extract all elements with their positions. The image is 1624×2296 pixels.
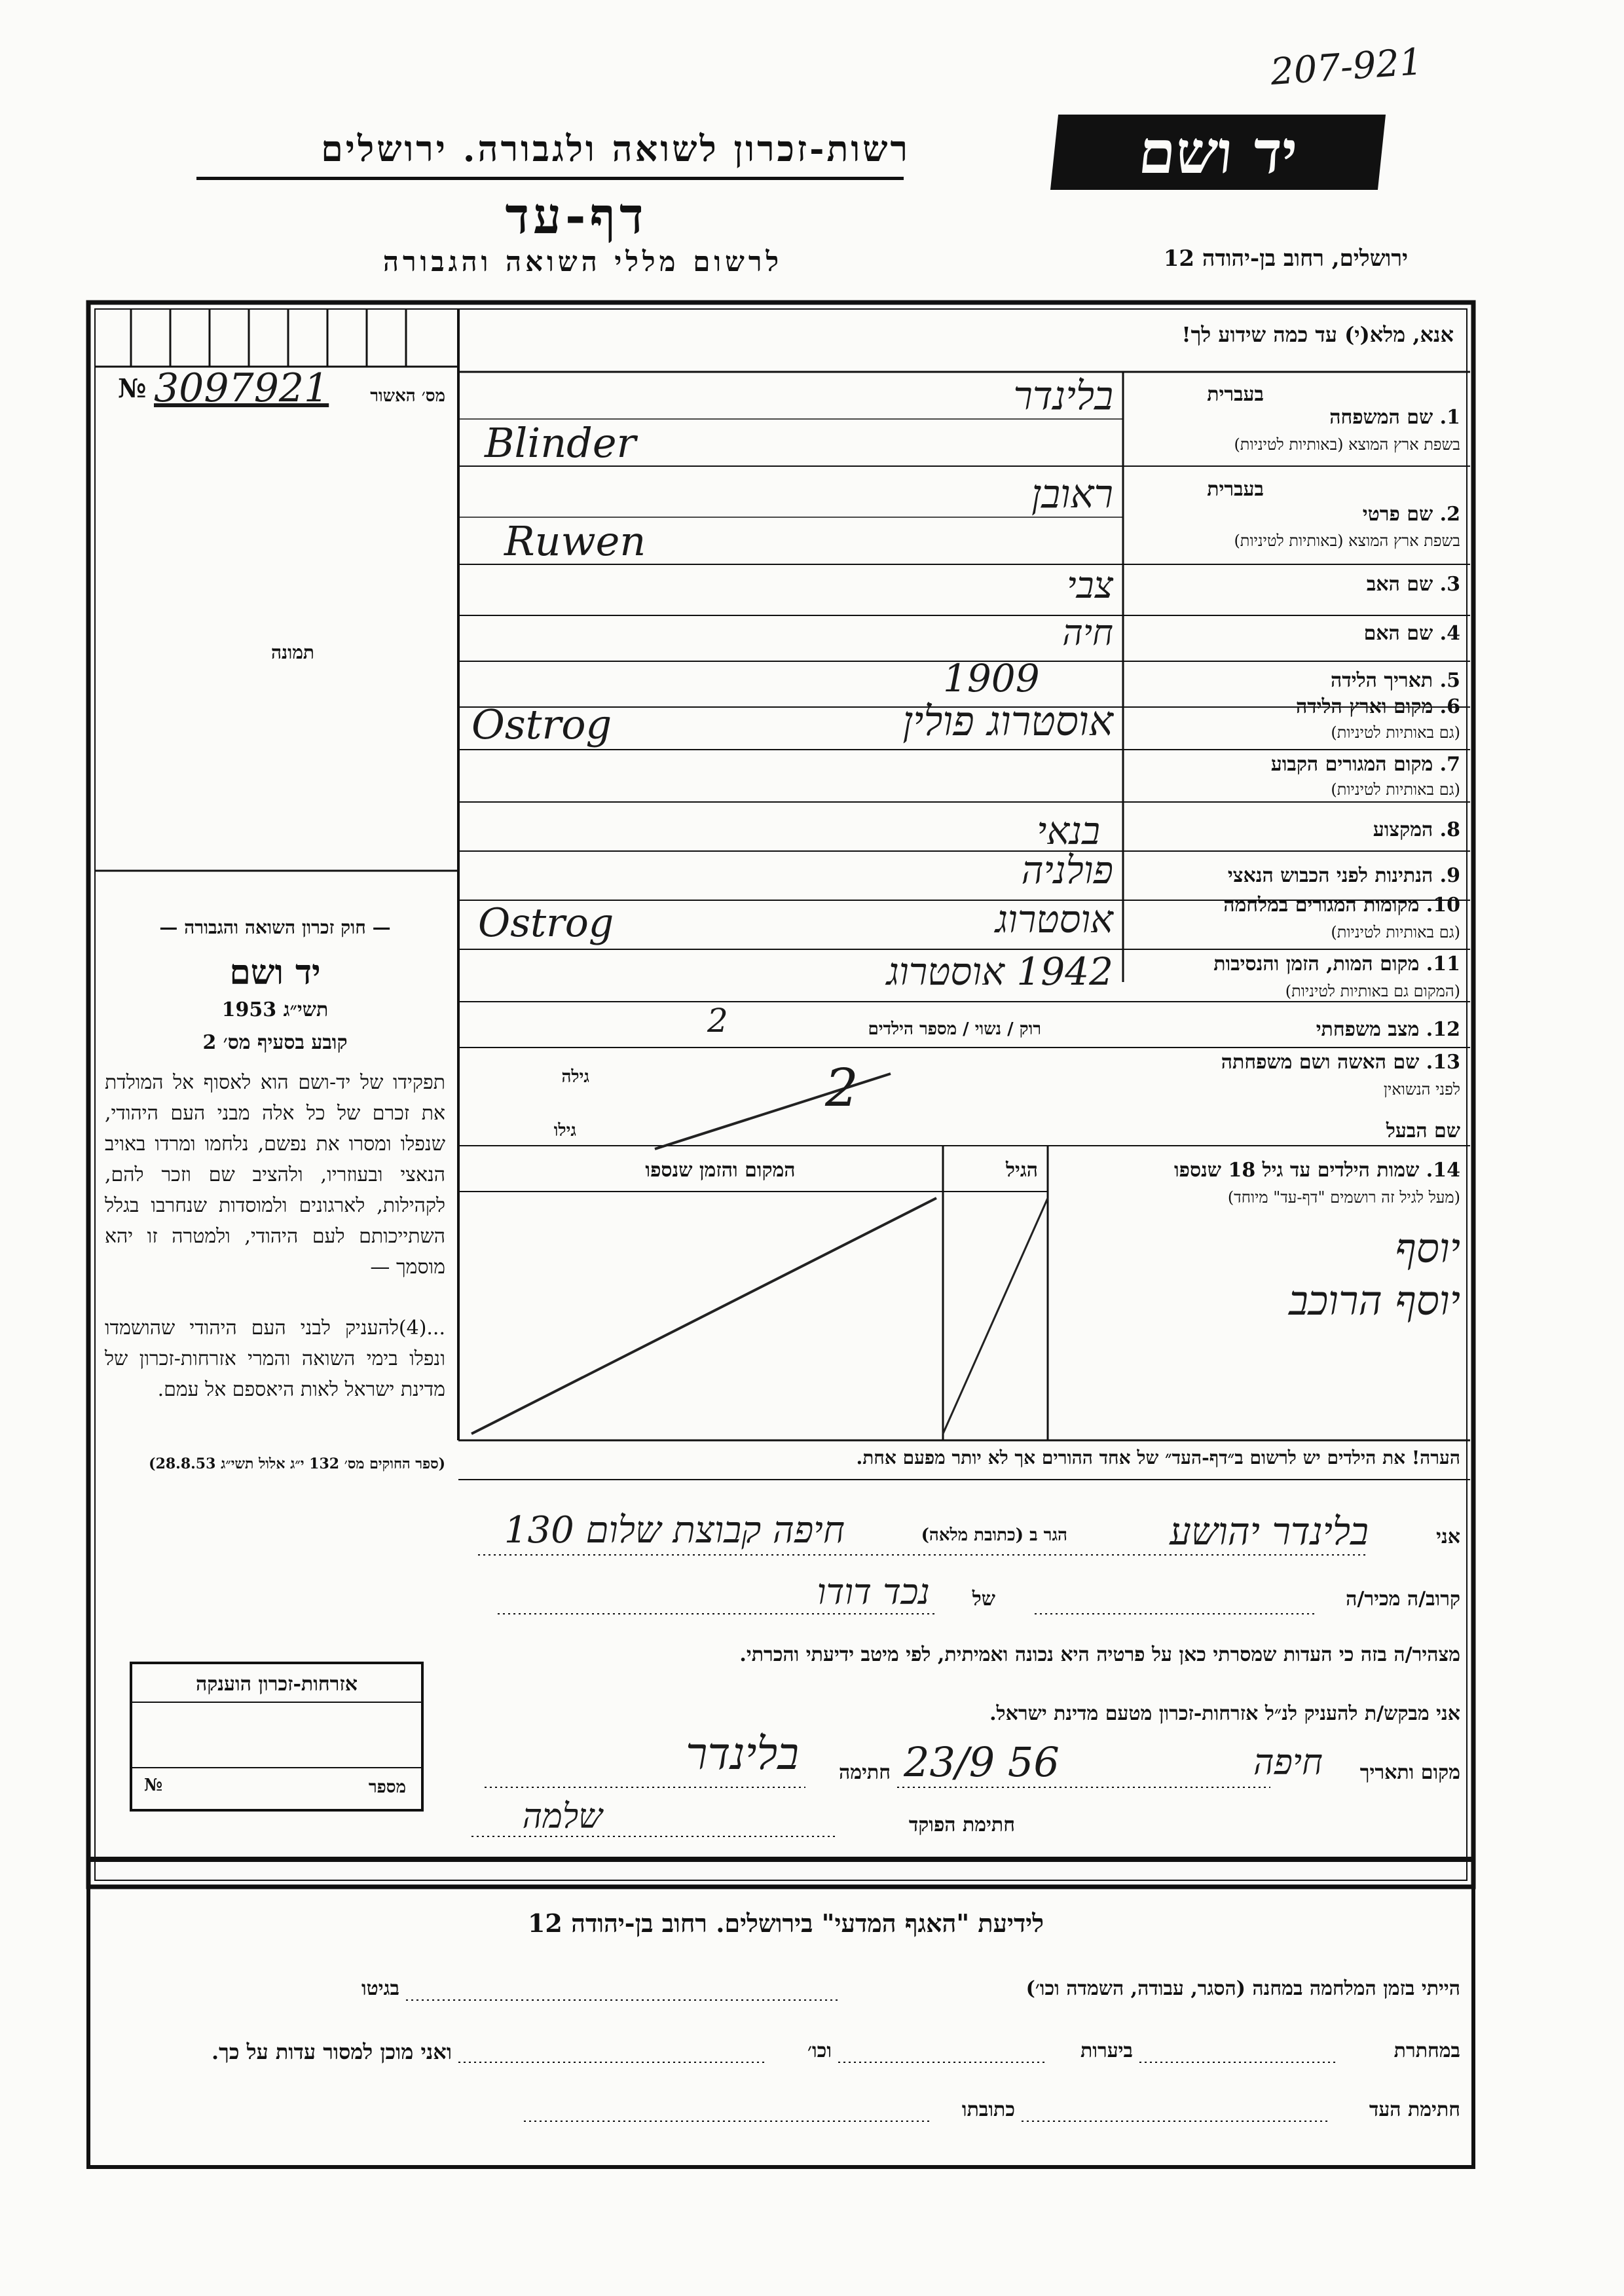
field-10-value: אוסטרוג [995, 897, 1113, 941]
field-8-label: 8. המקצוע [1373, 818, 1460, 841]
footer-address-label: כתובתו [961, 2098, 1015, 2121]
field-1-latin-value: Blinder [485, 419, 637, 467]
doc-title: דף-עד [505, 187, 648, 245]
field-13-sub: לפני הנשואין [1383, 1080, 1460, 1099]
officer-signature-value: שלמה [522, 1797, 602, 1836]
field-2-latin-value: Ruwen [504, 517, 646, 565]
field-5-label: 5. תאריך הלידה [1331, 669, 1460, 692]
field-4-value: חיה [1062, 612, 1113, 653]
field-13-value-mark: 2 [825, 1057, 858, 1118]
field-12-label: 12. מצב משפחתי [1316, 1018, 1460, 1041]
approval-number: 3097921 [154, 365, 329, 411]
footer-testimony-label: ואני מוכן למסור עדות על כך. [211, 2039, 452, 2064]
field-14-sub: (מעל לגיל זה רושמים "דף-עד" מיוחד) [1227, 1188, 1460, 1207]
footer-camp-label: הייתי בזמן המלחמה במחנה (הסגר, עבודה, השמדה וכו׳) [1025, 1977, 1460, 2000]
signature-label: חתימה [839, 1761, 891, 1784]
field-6-value: אוסטרוג פולין [902, 697, 1113, 745]
place-value: חיפה [1253, 1741, 1323, 1783]
officer-signature-label: חתימת הפוקד [908, 1813, 1015, 1836]
decl-i-label: אני [1436, 1525, 1460, 1548]
law-year: תשי״ג 1953 [221, 998, 329, 1021]
field-13-husband-label: שם הבעל [1386, 1120, 1460, 1142]
yad-vashem-logo: יד ושם [1050, 115, 1386, 190]
footer-forests-label: ביערות [1080, 2039, 1133, 2062]
approval-prefix: № [118, 373, 147, 404]
field-8-value: בנאי [1037, 809, 1100, 853]
field-2-hebrew-value: ראובן [1031, 471, 1113, 517]
field-6-latin-value: Ostrog [471, 701, 612, 748]
law-name: יד ושם [229, 953, 321, 993]
field-10-latin-value: Ostrog [478, 900, 614, 946]
certificate-number-prefix: № [144, 1776, 163, 1795]
field-11-value: 1942 אוסטרוג [886, 949, 1113, 994]
field-6-sub: (גם באותיות לטיניות) [1331, 723, 1460, 742]
decl-relation-value: נכד דודו [817, 1571, 930, 1613]
footer-ghetto-label: בגיטו [361, 1977, 399, 2000]
org-title: רשות-זכרון לשואה ולגבורה. ירושלים [321, 128, 910, 170]
field-11-sub: (המקום גם באותיות לטיניות) [1285, 982, 1460, 1000]
footer-etc-label: וכו׳ [807, 2039, 832, 2062]
field-3-value: צבי [1066, 564, 1113, 607]
law-title: — חוק זכרון השואה והגבורה — [159, 917, 391, 938]
decl-request: אני מבקש/ת להעניק לנ״ל אזרחות-זכרון מטעם מדינת ישראל. [989, 1702, 1460, 1725]
field-4-label: 4. שם האם [1363, 622, 1460, 645]
children-age-header: הגיל [1005, 1159, 1038, 1182]
field-10-sub: (גם באותיות לטיניות) [1331, 923, 1460, 941]
photo-label: תמונה [270, 642, 314, 663]
footer-title: לידיעת "האגף המדעי" בירושלים. רחוב בן-יהודה 12 [527, 1908, 1044, 1938]
field-1-sub: בשפת ארץ המוצא (באותיות לטיניות) [1234, 435, 1460, 454]
address: ירושלים, רחוב בן-יהודה 12 [1163, 246, 1408, 272]
fill-request: אנא, מלא(י) עד כמה שידוע לך! [1181, 322, 1454, 347]
law-text: תפקידו של יד-ושם הוא לאסוף אל המולדת את זכרם של כל אלה מבני העם היהודי, שנפלו ומסרו את נפשם, נלחמו ומרדו באויב הנאצי ובעוזריו, ולהציב שם וזכר להם, לקהילות, לארגונים ולמוסדות שנחרבו בגלל השתייכותם לעם היהודי, ולמטרה זו יהא מוסמך — [105, 1071, 445, 1279]
field-6-label: 6. מקום וארץ הלידה [1295, 695, 1460, 718]
field-2-label: 2. שם פרטי [1362, 503, 1460, 526]
decl-lives-value: חיפה קבוצת שלום 130 [504, 1509, 845, 1552]
signature-value: בלינדר [685, 1728, 799, 1780]
field-13-label: 13. שם האשה ושם משפחתה [1221, 1051, 1460, 1074]
field-5-value: 1909 [943, 656, 1040, 701]
field-13-age-label: גילה [561, 1067, 589, 1087]
field-9-value: פולניה [1021, 848, 1113, 892]
decl-statement: מצהיר/ה בזה כי העדות שמסרתי כאן על פרטיה היא נכונה ואמיתית, לפי מיטב ידיעתי והכרתי. [739, 1643, 1460, 1666]
field-9-label: 9. הנתינות לפני הכבוש הנאצי [1227, 864, 1460, 887]
field-12-options: רוק / נשוי / מספר הילדים [868, 1019, 1041, 1039]
doc-subtitle: לרשום מללי השואה והגבורה [382, 246, 783, 278]
lang-hebrew-1: בעברית [1207, 383, 1264, 406]
law-clause: קובע בסעיף מס׳ 2 [202, 1031, 348, 1054]
child-1-name: יוסף [1395, 1224, 1460, 1272]
law-text-2: ...(4)להעניק לבני העם היהודי שהושמדו ונפלו בימי השואה והמרי אזרחות-זכרון של מדינת ישראל לאות היאספם אל עמם. [105, 1317, 445, 1401]
children-place-header: המקום והזמן שנספו [645, 1159, 796, 1182]
field-12-value: 2 [707, 1002, 728, 1040]
decl-i-value: בלינדר יהושע [1170, 1509, 1369, 1554]
decl-relation-label: קרוב/ה מכיר/ה [1346, 1588, 1460, 1611]
approval-label: מס׳ האשור [370, 386, 445, 406]
field-1-hebrew-value: בלינדר [1013, 373, 1113, 419]
child-2-name: יוסף הרוכב [1288, 1277, 1460, 1324]
field-14-label: 14. שמות הילדים עד גיל 18 שנספו [1173, 1159, 1460, 1182]
decl-of-label: של [972, 1588, 995, 1611]
note: הערה! את הילדים יש לרשום ב״דף-העד״ של אחד ההורים אך לא יותר מפעם אחת. [856, 1447, 1460, 1468]
field-10-label: 10. מקומות המגורים במלחמה [1223, 894, 1460, 917]
certificate-title: אזרחות-זכרון הוענקה [195, 1673, 358, 1696]
field-7-label: 7. מקום המגורים הקבוע [1270, 753, 1460, 776]
field-11-label: 11. מקום המות, הזמן והנסיבות [1213, 953, 1460, 975]
field-7-sub: (גם באותיות לטיניות) [1331, 780, 1460, 799]
page-number: 207-921 [1269, 40, 1424, 94]
place-date-label: מקום ותאריך [1359, 1761, 1460, 1784]
certificate-number-label: מספר [368, 1777, 406, 1797]
field-3-label: 3. שם האב [1366, 573, 1460, 596]
decl-lives-label: הגר ב (כתובת מלאה) [921, 1525, 1067, 1545]
field-2-sub: בשפת ארץ המוצא (באותיות לטיניות) [1234, 532, 1460, 550]
field-13-his-age-label: גילו [553, 1121, 576, 1140]
lang-hebrew-2: בעברית [1207, 478, 1264, 501]
footer-underground-label: במחתרת [1393, 2039, 1460, 2062]
field-1-label: 1. שם המשפחה [1329, 406, 1460, 429]
date-value: 23/9 56 [904, 1738, 1060, 1786]
law-reference: (ספר החוקים מס׳ 132 י״ג אלול תשי״ג 28.8.53) [149, 1455, 445, 1472]
footer-witness-signature-label: חתימת העד [1369, 2098, 1460, 2121]
